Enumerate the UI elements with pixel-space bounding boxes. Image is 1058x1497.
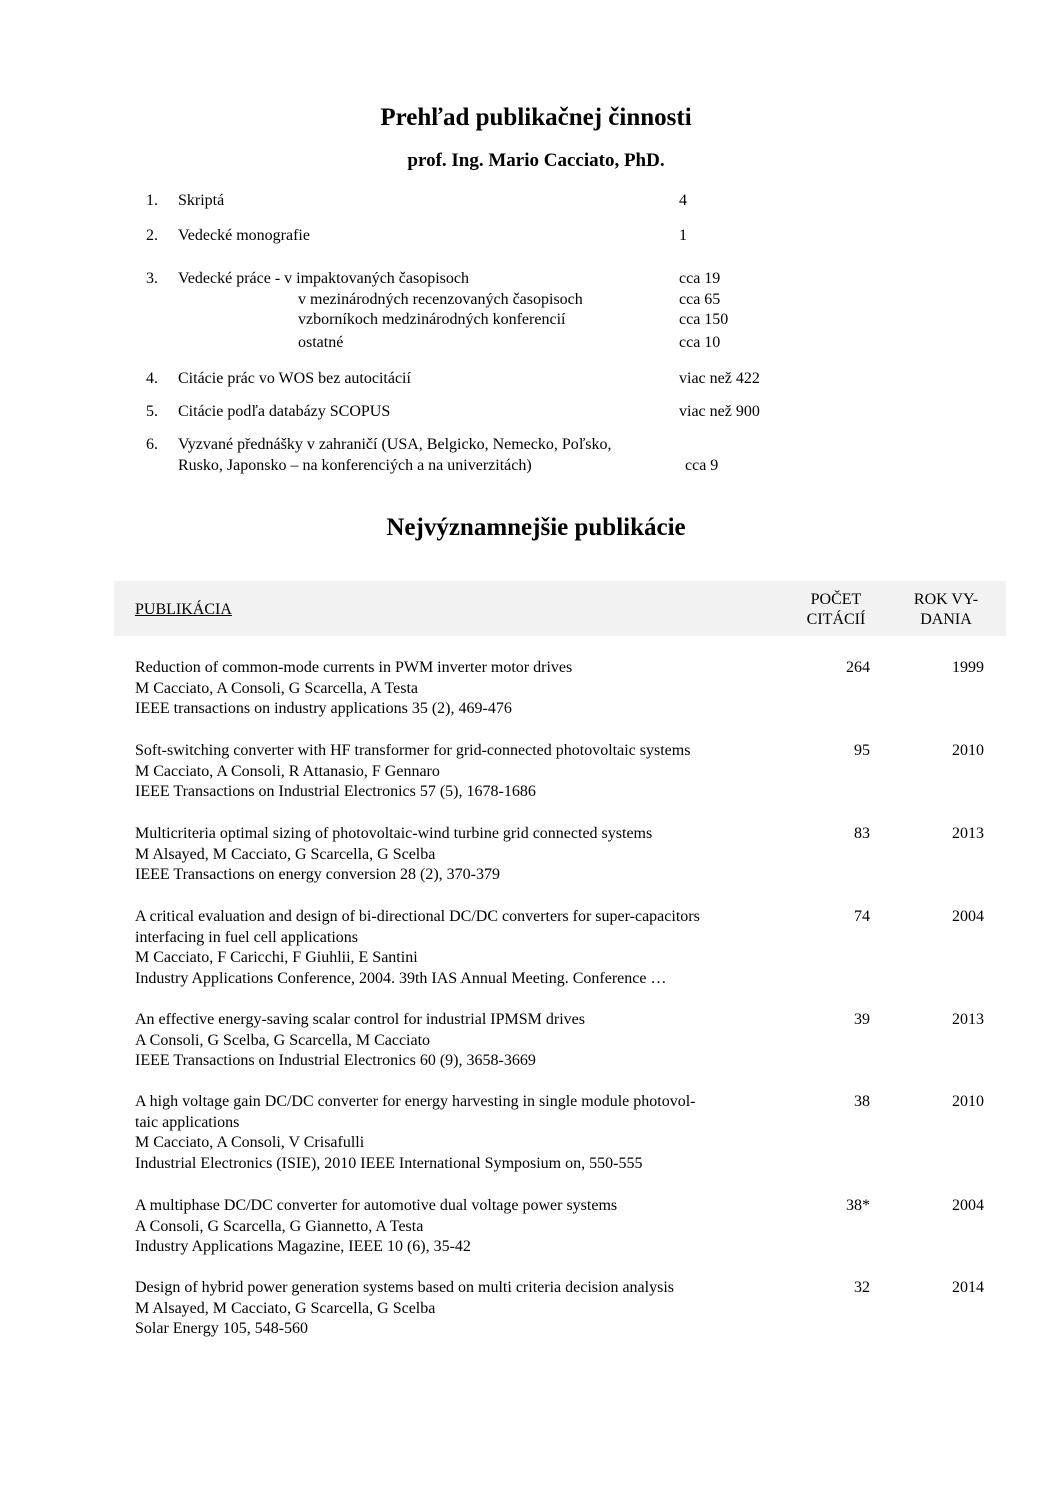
summary-value: viac než 422 <box>679 370 760 387</box>
summary-number: 1. <box>146 192 158 209</box>
publication-year: 2010 <box>952 1093 984 1110</box>
section-heading: Nejvýznamnejšie publikácie <box>386 514 686 541</box>
citation-count: 74 <box>854 908 870 925</box>
summary-value: cca 9 <box>685 457 719 474</box>
publication-year: 2014 <box>952 1279 984 1296</box>
table-row: A critical evaluation and design of bi-directional DC/DC converters for super-capacitors interfacing in fuel cell applications M Cacciato, F Caricchi, F Giuhlii, E Santini Industry Applications Conference, 2004. 39th IAS Annual Meeting. Conference … <box>135 908 700 987</box>
summary-value: cca 65 <box>679 291 721 308</box>
publication-year: 2004 <box>952 908 984 925</box>
summary-label: v mezinárodných recenzovaných časopisoch <box>298 291 583 308</box>
publication-year: 2004 <box>952 1197 984 1214</box>
summary-value: 4 <box>679 192 687 209</box>
publication-year: 1999 <box>952 659 984 676</box>
table-row: Design of hybrid power generation systems based on multi criteria decision analysis M Alsayed, M Cacciato, G Scarcella, G Scelba Solar Energy 105, 548-560 <box>135 1279 674 1337</box>
column-header-citations: POČET CITÁCIÍ <box>806 591 866 628</box>
page-title: Prehľad publikačnej činnosti <box>380 104 692 131</box>
table-row: A multiphase DC/DC converter for automotive dual voltage power systems A Consoli, G Scarcella, G Giannetto, A Testa Industry Applications Magazine, IEEE 10 (6), 35-42 <box>135 1197 618 1255</box>
citation-count: 38 <box>854 1093 870 1110</box>
citation-count: 264 <box>846 659 870 676</box>
table-header <box>114 581 1006 636</box>
table-row: An effective energy-saving scalar control for industrial IPMSM drives A Consoli, G Scelba, G Scarcella, M Cacciato IEEE Transactions on Industrial Electronics 60 (9), 3658-3669 <box>135 1011 585 1069</box>
summary-label: Vedecké práce - v impaktovaných časopisoch <box>178 270 469 287</box>
summary-value: cca 10 <box>679 334 721 351</box>
summary-number: 6. <box>146 436 158 453</box>
summary-label: vzborníkoch medzinárodných konferencií <box>298 311 566 328</box>
summary-number: 5. <box>146 403 158 420</box>
publication-year: 2013 <box>952 825 984 842</box>
table-row: Reduction of common-mode currents in PWM inverter motor drives M Cacciato, A Consoli, G Scarcella, A Testa IEEE transactions on industry applications 35 (2), 469-476 <box>135 659 573 717</box>
summary-value: cca 19 <box>679 270 721 287</box>
summary-label: Citácie prác vo WOS bez autocitácií <box>178 370 411 387</box>
citation-count: 32 <box>854 1279 870 1296</box>
table-row: Multicriteria optimal sizing of photovoltaic-wind turbine grid connected systems M Alsayed, M Cacciato, G Scarcella, G Scelba IEEE Transactions on energy conversion 28 (2), 370-379 <box>135 825 653 883</box>
summary-value: cca 150 <box>679 311 729 328</box>
citation-count: 83 <box>854 825 870 842</box>
summary-label: Vyzvané přednášky v zahraničí (USA, Belgicko, Nemecko, Poľsko, <box>178 436 612 453</box>
publication-year: 2013 <box>952 1011 984 1028</box>
citation-count: 95 <box>854 742 870 759</box>
publication-year: 2010 <box>952 742 984 759</box>
summary-label: Rusko, Japonsko – na konferenciých a na univerzitách) <box>178 457 532 474</box>
summary-value: viac než 900 <box>679 403 760 420</box>
summary-value: 1 <box>679 227 687 244</box>
table-row: Soft-switching converter with HF transformer for grid-connected photovoltaic systems M Cacciato, A Consoli, R Attanasio, F Gennaro IEEE Transactions on Industrial Electronics 57 (5), 1678-1686 <box>135 742 691 800</box>
table-row: A high voltage gain DC/DC converter for energy harvesting in single module photovol- taic applications M Cacciato, A Consoli, V Crisafulli Industrial Electronics (ISIE), 2010 IEEE International Symposium on, 550-555 <box>135 1093 696 1172</box>
summary-label: Vedecké monografie <box>178 227 310 244</box>
column-header-year: ROK VY- DANIA <box>913 591 979 628</box>
citation-count: 38* <box>846 1197 870 1214</box>
column-header-publication: PUBLIKÁCIA <box>135 601 232 618</box>
summary-number: 4. <box>146 370 158 387</box>
summary-label: Skriptá <box>178 192 225 209</box>
author-name: prof. Ing. Mario Cacciato, PhD. <box>407 150 665 171</box>
summary-number: 2. <box>146 227 158 244</box>
citation-count: 39 <box>854 1011 870 1028</box>
summary-label: Citácie podľa databázy SCOPUS <box>178 403 391 420</box>
summary-label: ostatné <box>298 334 344 351</box>
summary-number: 3. <box>146 270 158 287</box>
